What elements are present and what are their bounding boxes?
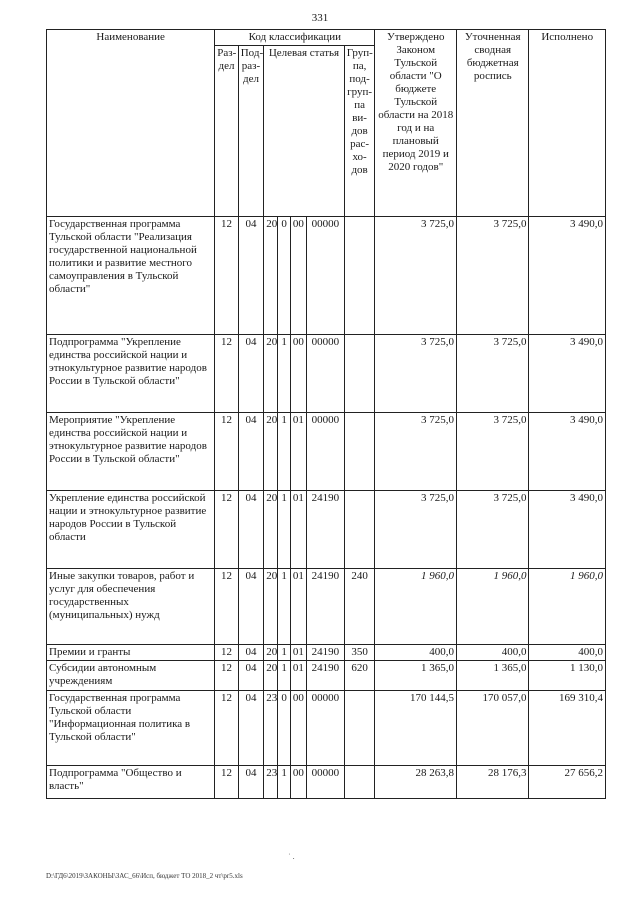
cell-vid-rashodov: 620: [344, 661, 375, 691]
cell-utverzhdeno: 3 725,0: [375, 335, 457, 413]
row-name: Подпрограмма "Укрепление единства российской нации и этнокультурное развитие народов России в Тульской области": [47, 335, 215, 413]
cell-cs-event: 00: [290, 691, 306, 766]
table-row: [47, 766, 606, 799]
cell-cs-direction: 00000: [307, 691, 345, 766]
cell-utverzhdeno: 3 725,0: [375, 413, 457, 491]
cell-cs-event: 01: [290, 413, 306, 491]
cell-cs-subprogram: 1: [278, 413, 290, 491]
cell-cs-event: 01: [290, 491, 306, 569]
cell-podrazdel: 04: [238, 645, 263, 661]
header-razdel: Раз-дел: [215, 46, 238, 217]
cell-ispolneno: 1 130,0: [529, 661, 606, 691]
row-name: Мероприятие "Укрепление единства российской нации и этнокультурное развитие народов России в Тульской области": [47, 413, 215, 491]
cell-vid-rashodov: [344, 217, 375, 335]
cell-podrazdel: 04: [238, 335, 263, 413]
row-name: Иные закупки товаров, работ и услуг для обеспечения государственных (муниципальных) нужд: [47, 569, 215, 645]
cell-cs-direction: 00000: [307, 217, 345, 335]
cell-cs-direction: 00000: [307, 766, 345, 799]
cell-ispolneno: 27 656,2: [529, 766, 606, 799]
header-utverzhdeno: Утверждено Законом Тульской области "О бюджете Тульской области на 2018 год и на плановый период 2019 и 2020 годов": [375, 30, 457, 217]
cell-utverzhdeno: 3 725,0: [375, 217, 457, 335]
cell-utochnennaya: 170 057,0: [457, 691, 529, 766]
cell-razdel: 12: [215, 335, 238, 413]
table-row: [47, 217, 606, 335]
table-row: [47, 491, 606, 569]
cell-razdel: 12: [215, 766, 238, 799]
cell-podrazdel: 04: [238, 217, 263, 335]
cell-ispolneno: 3 490,0: [529, 413, 606, 491]
cell-cs-program: 20: [264, 335, 278, 413]
table-row: [47, 335, 606, 413]
header-celevaya: Целевая статья: [264, 46, 345, 217]
cell-cs-event: 01: [290, 661, 306, 691]
cell-razdel: 12: [215, 645, 238, 661]
cell-razdel: 12: [215, 413, 238, 491]
cell-utverzhdeno: 1 365,0: [375, 661, 457, 691]
header-podrazdel: Под-раз-дел: [238, 46, 263, 217]
cell-cs-subprogram: 1: [278, 335, 290, 413]
cell-cs-event: 01: [290, 569, 306, 645]
cell-vid-rashodov: 350: [344, 645, 375, 661]
cell-cs-program: 23: [264, 766, 278, 799]
cell-utverzhdeno: 3 725,0: [375, 491, 457, 569]
cell-cs-program: 23: [264, 691, 278, 766]
cell-cs-program: 20: [264, 645, 278, 661]
cell-utochnennaya: 3 725,0: [457, 413, 529, 491]
cell-cs-event: 01: [290, 645, 306, 661]
cell-cs-direction: 24190: [307, 645, 345, 661]
cell-cs-program: 20: [264, 569, 278, 645]
cell-razdel: 12: [215, 569, 238, 645]
cell-podrazdel: 04: [238, 766, 263, 799]
cell-cs-event: 00: [290, 335, 306, 413]
cell-podrazdel: 04: [238, 491, 263, 569]
cell-cs-program: 20: [264, 491, 278, 569]
cell-utverzhdeno: 28 263,8: [375, 766, 457, 799]
cell-razdel: 12: [215, 491, 238, 569]
cell-ispolneno: 3 490,0: [529, 217, 606, 335]
page-number: 331: [311, 12, 329, 24]
cell-utochnennaya: 3 725,0: [457, 335, 529, 413]
cell-razdel: 12: [215, 217, 238, 335]
row-name: Премии и гранты: [47, 645, 215, 661]
header-gruppa: Груп-па, под-груп-па ви-дов рас-хо-дов: [344, 46, 375, 217]
cell-cs-program: 20: [264, 217, 278, 335]
cell-utochnennaya: 1 365,0: [457, 661, 529, 691]
cell-vid-rashodov: [344, 335, 375, 413]
table-row: [47, 413, 606, 491]
cell-ispolneno: 3 490,0: [529, 491, 606, 569]
cell-cs-direction: 24190: [307, 491, 345, 569]
row-name: Государственная программа Тульской области "Информационная политика в Тульской области": [47, 691, 215, 766]
cell-cs-subprogram: 1: [278, 645, 290, 661]
cell-podrazdel: 04: [238, 691, 263, 766]
cell-cs-subprogram: 0: [278, 691, 290, 766]
row-name: Укрепление единства российской нации и этнокультурное развитие народов России в Тульской области: [47, 491, 215, 569]
footer-file-path: D:\ГД6\2019\ЗАКОНЫ\ЗАС_66\Исп, бюджет ТО 2018_2 чт\pr5.xls: [46, 872, 243, 880]
cell-cs-program: 20: [264, 413, 278, 491]
cell-ispolneno: 1 960,0: [529, 569, 606, 645]
cell-podrazdel: 04: [238, 569, 263, 645]
scan-speckle: ˙ .: [288, 852, 295, 861]
cell-utochnennaya: 3 725,0: [457, 491, 529, 569]
table-row: [47, 661, 606, 691]
header-code-group: Код классификации: [215, 30, 375, 46]
header-utochnennaya: Уточненная сводная бюджетная роспись: [457, 30, 529, 217]
cell-cs-subprogram: 1: [278, 569, 290, 645]
cell-cs-event: 00: [290, 217, 306, 335]
cell-utochnennaya: 400,0: [457, 645, 529, 661]
cell-podrazdel: 04: [238, 661, 263, 691]
cell-cs-subprogram: 1: [278, 661, 290, 691]
header-name: Наименование: [47, 30, 215, 217]
table-row: [47, 645, 606, 661]
cell-ispolneno: 400,0: [529, 645, 606, 661]
cell-cs-direction: 24190: [307, 661, 345, 691]
cell-vid-rashodov: [344, 766, 375, 799]
table-row: [47, 569, 606, 645]
cell-cs-direction: 24190: [307, 569, 345, 645]
cell-cs-direction: 00000: [307, 335, 345, 413]
cell-ispolneno: 169 310,4: [529, 691, 606, 766]
cell-vid-rashodov: 240: [344, 569, 375, 645]
cell-razdel: 12: [215, 661, 238, 691]
cell-utochnennaya: 1 960,0: [457, 569, 529, 645]
cell-cs-event: 00: [290, 766, 306, 799]
cell-cs-subprogram: 1: [278, 491, 290, 569]
cell-podrazdel: 04: [238, 413, 263, 491]
cell-vid-rashodov: [344, 691, 375, 766]
cell-utverzhdeno: 400,0: [375, 645, 457, 661]
cell-ispolneno: 3 490,0: [529, 335, 606, 413]
header-ispolneno: Исполнено: [529, 30, 606, 217]
cell-vid-rashodov: [344, 491, 375, 569]
row-name: Субсидии автономным учреждениям: [47, 661, 215, 691]
cell-cs-subprogram: 0: [278, 217, 290, 335]
cell-cs-subprogram: 1: [278, 766, 290, 799]
cell-cs-direction: 00000: [307, 413, 345, 491]
cell-utverzhdeno: 170 144,5: [375, 691, 457, 766]
table-row: [47, 691, 606, 766]
cell-cs-program: 20: [264, 661, 278, 691]
row-name: Подпрограмма "Общество и власть": [47, 766, 215, 799]
cell-utverzhdeno: 1 960,0: [375, 569, 457, 645]
row-name: Государственная программа Тульской области "Реализация государственной национальной политики и развитие местного самоуправления в Тульской области": [47, 217, 215, 335]
cell-utochnennaya: 28 176,3: [457, 766, 529, 799]
cell-vid-rashodov: [344, 413, 375, 491]
budget-table: [46, 29, 606, 799]
cell-utochnennaya: 3 725,0: [457, 217, 529, 335]
cell-razdel: 12: [215, 691, 238, 766]
